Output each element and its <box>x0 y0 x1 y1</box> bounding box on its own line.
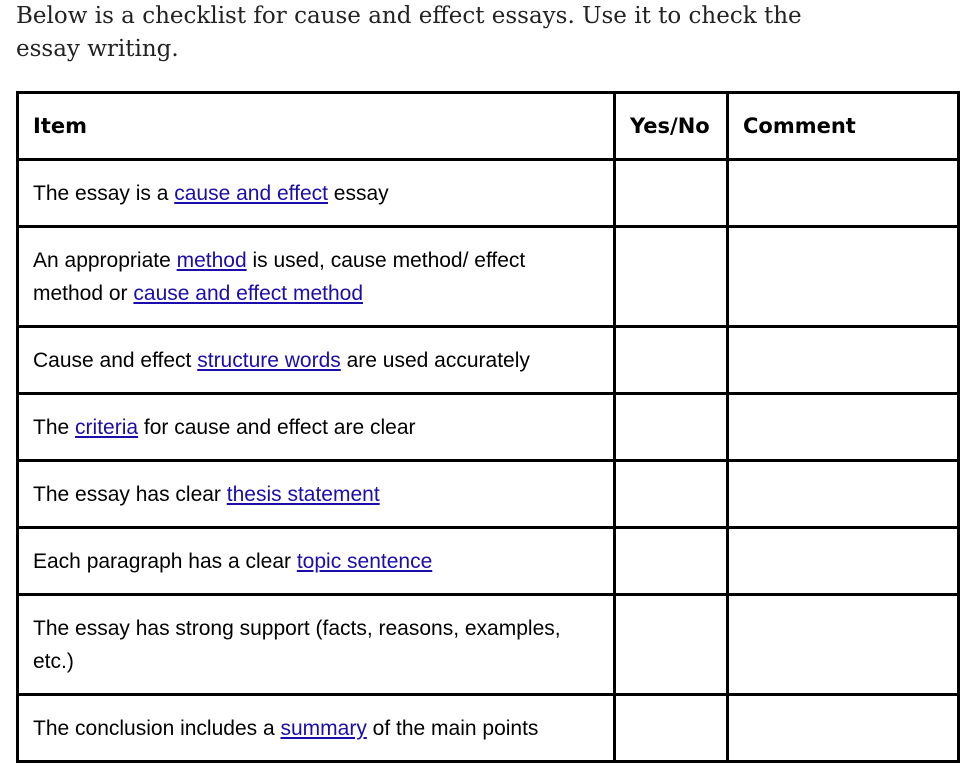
link-cause-and-effect[interactable]: cause and effect <box>174 181 328 205</box>
item-text: for cause and effect are clear <box>138 415 416 439</box>
item-cell <box>18 595 615 695</box>
link-structure-words[interactable]: structure words <box>197 348 341 372</box>
item-cell <box>18 160 615 227</box>
table-row <box>18 461 959 528</box>
item-text: An appropriate <box>33 248 177 272</box>
header-comment: Comment <box>728 93 959 160</box>
item-cell <box>18 394 615 461</box>
item-text: are used accurately <box>340 348 530 372</box>
comment-cell[interactable] <box>728 227 959 327</box>
yes-no-cell[interactable] <box>615 160 728 227</box>
item-cell <box>18 695 615 762</box>
item-text: Each paragraph has a clear <box>33 549 297 573</box>
intro-text: Below is a checklist for cause and effect essays. Use it to check the essay writing. <box>16 3 802 62</box>
yes-no-cell[interactable] <box>615 461 728 528</box>
comment-cell[interactable] <box>728 595 959 695</box>
yes-no-cell[interactable] <box>615 695 728 762</box>
comment-cell[interactable] <box>728 327 959 394</box>
checklist-table <box>16 91 960 763</box>
table-row <box>18 528 959 595</box>
yes-no-cell[interactable] <box>615 327 728 394</box>
yes-no-cell[interactable] <box>615 528 728 595</box>
table-header-row <box>18 93 959 160</box>
link-thesis-statement[interactable]: thesis statement <box>226 482 380 506</box>
link-cause-and-effect-method[interactable]: cause and effect method <box>133 281 363 305</box>
link-method[interactable]: method <box>176 248 247 272</box>
link-summary[interactable]: summary <box>280 716 367 740</box>
yes-no-cell[interactable] <box>615 394 728 461</box>
comment-cell[interactable] <box>728 461 959 528</box>
link-topic-sentence[interactable]: topic sentence <box>296 549 433 573</box>
comment-cell[interactable] <box>728 394 959 461</box>
item-text: The essay has strong support (facts, reasons, examples, etc.) <box>33 616 561 673</box>
item-cell <box>18 227 615 327</box>
table-row <box>18 695 959 762</box>
item-text: The <box>33 415 76 439</box>
table-row <box>18 227 959 327</box>
comment-cell[interactable] <box>728 528 959 595</box>
item-cell <box>18 461 615 528</box>
table-row <box>18 327 959 394</box>
comment-cell[interactable] <box>728 160 959 227</box>
item-text: Cause and effect <box>33 348 198 372</box>
item-text: The essay is a <box>33 181 175 205</box>
comment-cell[interactable] <box>728 695 959 762</box>
item-text: is used, cause method/ effect method or <box>33 248 526 305</box>
table-row <box>18 160 959 227</box>
yes-no-cell[interactable] <box>615 595 728 695</box>
link-criteria[interactable]: criteria <box>75 415 139 439</box>
header-item: Item <box>18 93 615 160</box>
item-cell <box>18 528 615 595</box>
header-yes-no: Yes/No <box>615 93 728 160</box>
table-row <box>18 394 959 461</box>
table-row <box>18 595 959 695</box>
item-text: The essay has clear <box>33 482 227 506</box>
item-text: essay <box>327 181 389 205</box>
item-cell <box>18 327 615 394</box>
yes-no-cell[interactable] <box>615 227 728 327</box>
item-text: of the main points <box>366 716 539 740</box>
item-text: The conclusion includes a <box>33 716 281 740</box>
